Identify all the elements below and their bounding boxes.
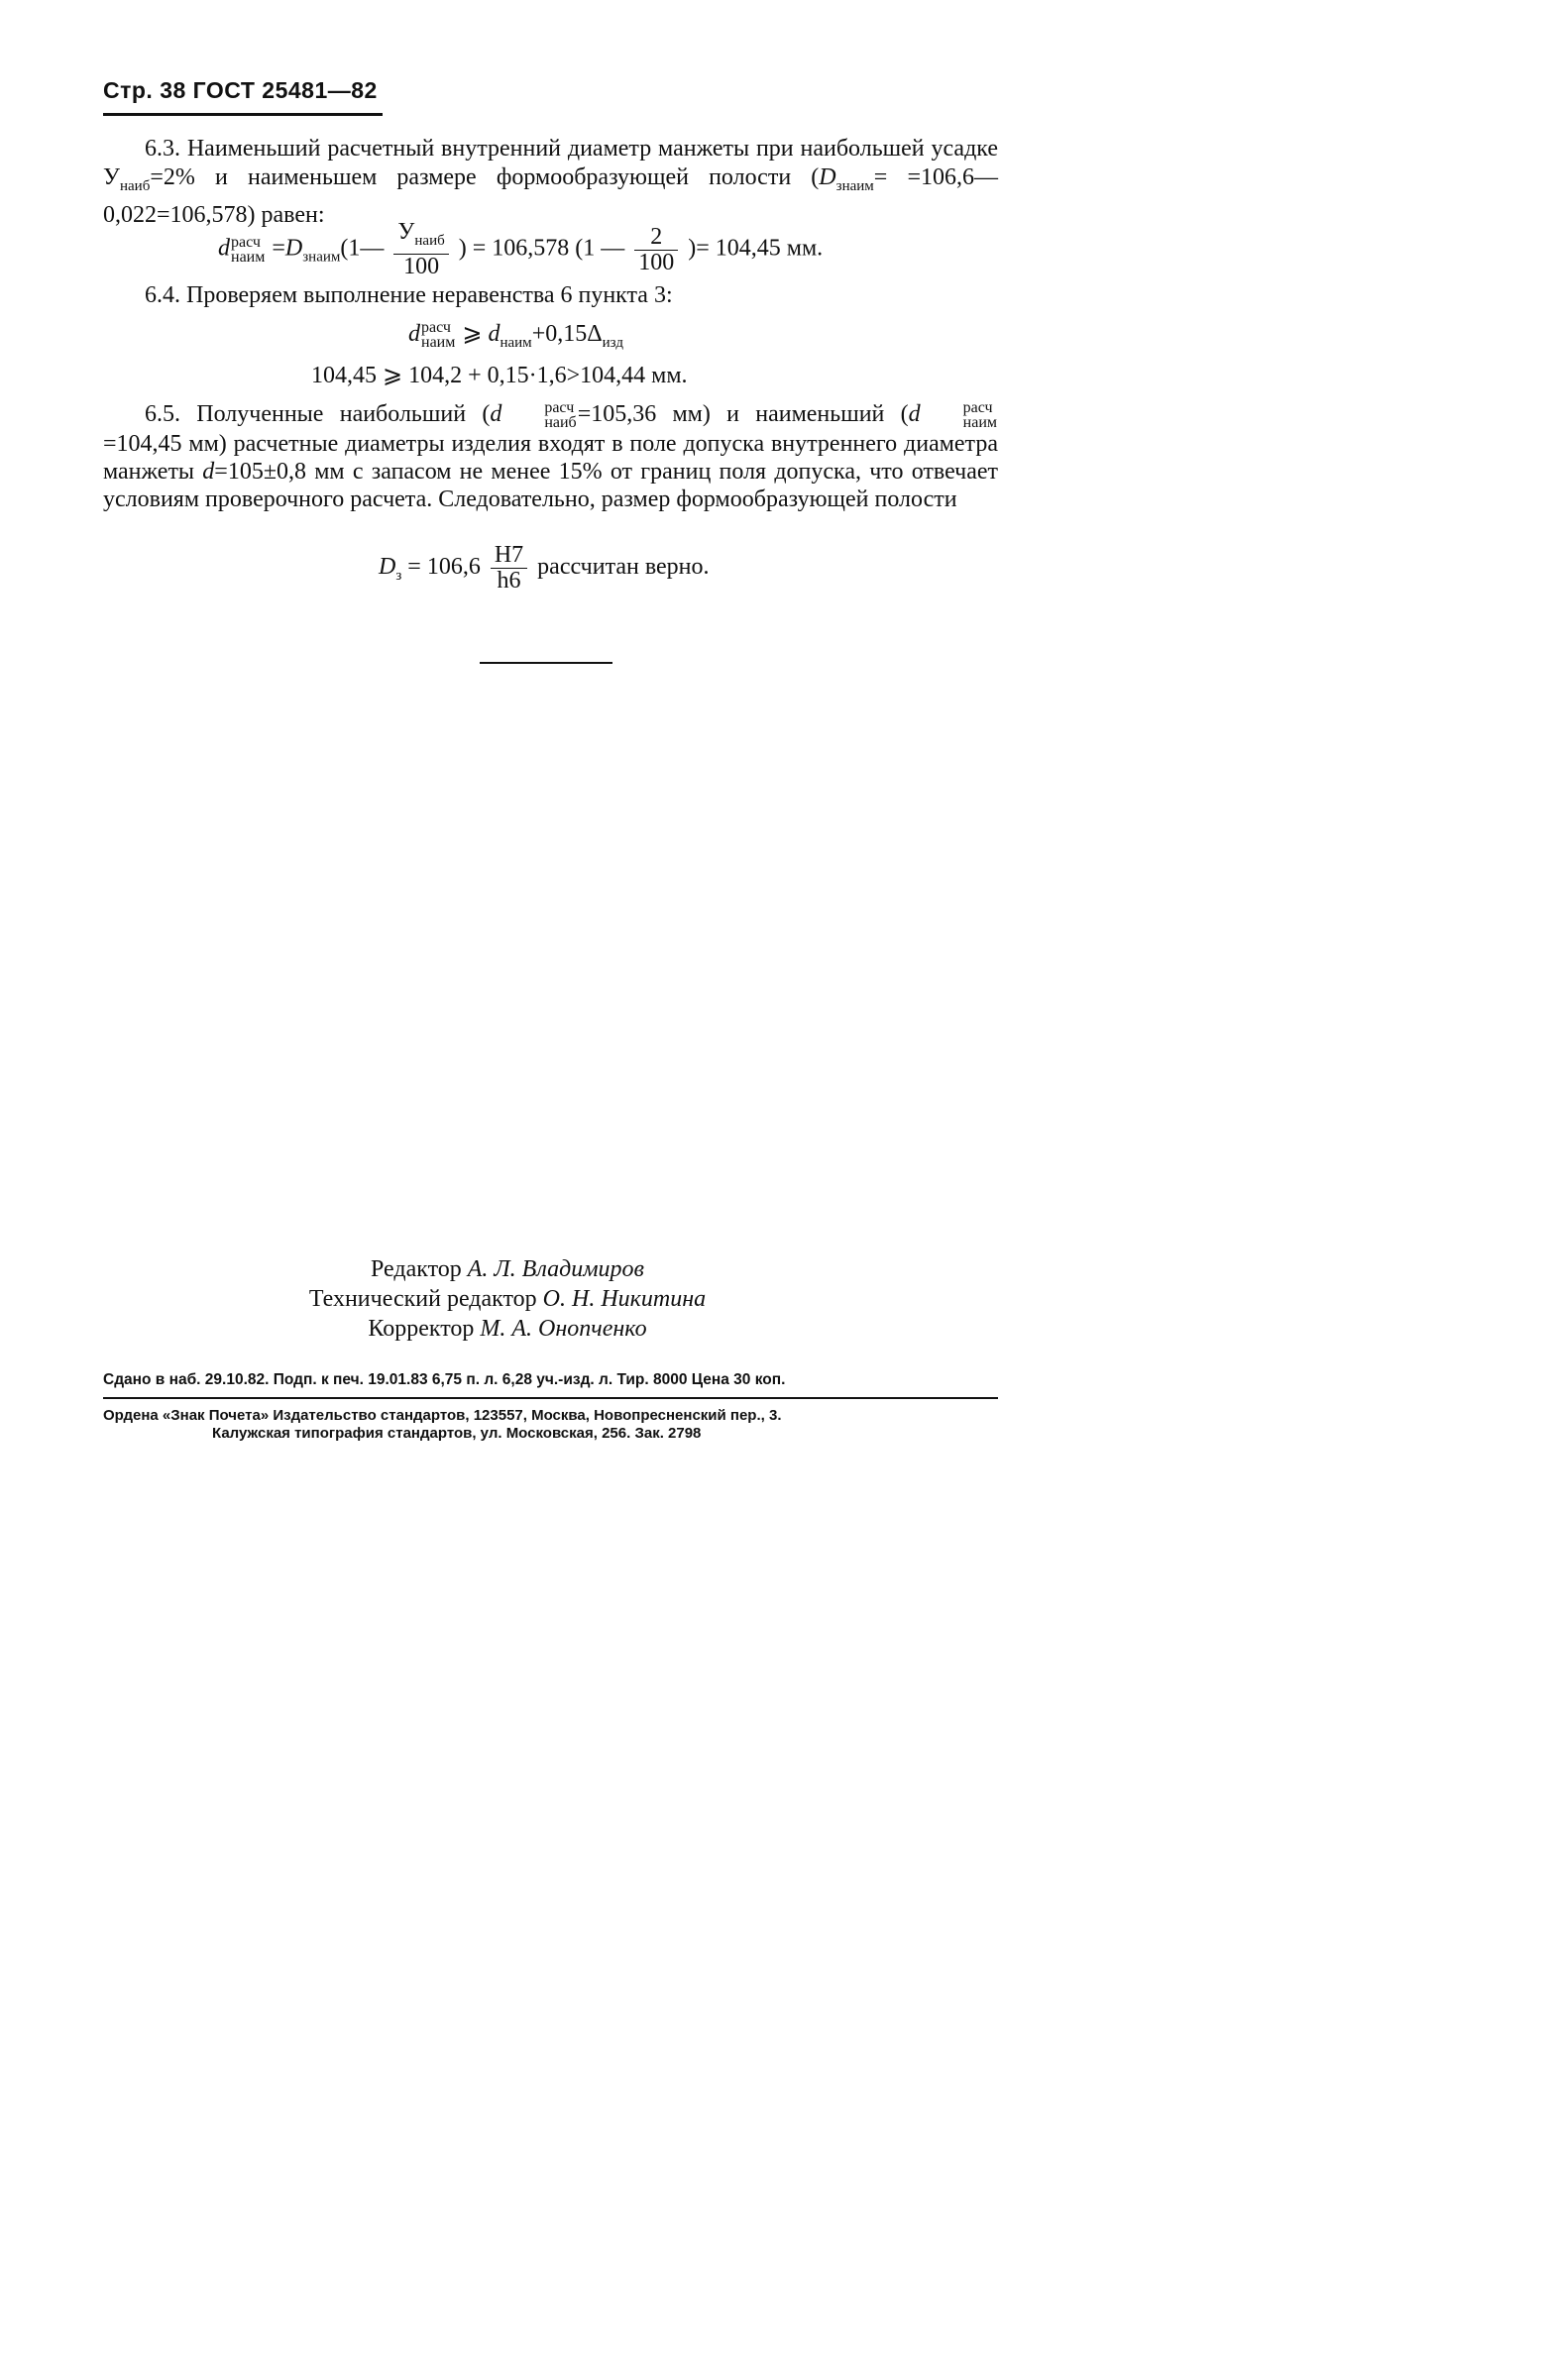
subscript: наим [962, 414, 998, 432]
symbol: У [103, 164, 120, 190]
symbol: У [397, 219, 415, 245]
symbol: D [284, 235, 303, 262]
end-of-text-rule [480, 662, 612, 664]
text: =104,45 мм) расчетные диаметры изделия входят в поле допуска внутреннего диаметра манжеты [103, 431, 998, 486]
formula-6-3 [218, 220, 823, 279]
paragraph-6-4: 6.4. Проверяем выполнение неравенства 6 пункта 3: [145, 282, 673, 308]
page-header: Стр. 38 ГОСТ 25481—82 [103, 77, 378, 103]
subscript: знаим [835, 178, 874, 194]
imprint-line-1: Сдано в наб. 29.10.82. Подп. к печ. 19.01.83 6,75 п. л. 6,28 уч.-изд. л. Тир. 8000 Цена 30 коп. [103, 1371, 786, 1388]
superscript: расч [962, 399, 993, 417]
symbol: D [379, 554, 396, 581]
role: Корректор [368, 1316, 475, 1342]
text: ) [458, 235, 467, 262]
text: =105,36 мм) и наименьший ( [577, 401, 909, 427]
text: = =106,6—0,022=106,578) равен: [103, 164, 998, 228]
text: (1— [340, 235, 385, 262]
imprint-line-2: Ордена «Знак Почета» Издательство стандартов, 123557, Москва, Новопресненский пер., 3. [103, 1407, 782, 1424]
imprint-rule [103, 1397, 998, 1399]
operator: ⩾ [462, 321, 483, 347]
symbol: D [819, 164, 836, 190]
text: = 106,578 (1 — [472, 235, 625, 262]
person-name: О. Н. Никитина [542, 1286, 707, 1312]
paragraph-6-3 [103, 135, 998, 230]
denominator: 100 [634, 250, 678, 275]
person-name: М. А. Онопченко [480, 1316, 647, 1342]
person-name: А. Л. Владимиров [467, 1256, 644, 1282]
text: 6.3. Наименьший расчетный внутренний диаметр манжеты при наибольшей усадке [145, 136, 998, 162]
subscript: наим [500, 335, 532, 351]
numerator: 2 [650, 223, 663, 250]
superscript: расч [421, 319, 451, 337]
role: Редактор [371, 1256, 462, 1282]
superscript: расч [231, 234, 261, 251]
denominator: 100 [393, 254, 448, 279]
credit-proofreader [0, 1314, 1015, 1344]
denominator: h6 [491, 568, 527, 594]
paragraph-6-5 [103, 400, 998, 513]
text: 6.5. Полученные наибольший ( [145, 401, 491, 427]
sup-sub [922, 400, 997, 430]
symbol: d [908, 401, 921, 427]
fraction [491, 543, 527, 594]
superscript: расч [544, 399, 575, 417]
numerator [393, 220, 448, 254]
inequality-6-4 [408, 319, 623, 352]
symbol: d [202, 459, 215, 486]
text: =2% и наименьшем размере формообразующей полости ( [150, 164, 820, 190]
subscript: наиб [544, 414, 577, 432]
subscript: з [395, 568, 402, 585]
subscript: наиб [414, 233, 445, 249]
operator: = [272, 235, 285, 262]
subscript: изд [602, 335, 623, 351]
header-rule [103, 113, 383, 116]
text: = 106,6 [407, 554, 481, 581]
credit-editor [0, 1254, 1015, 1284]
symbol: d [490, 401, 502, 427]
symbol: d [488, 321, 500, 347]
numerator: H7 [494, 542, 524, 568]
subscript: наим [421, 334, 456, 352]
numeric-check-6-4: 104,45 ⩾ 104,2 + 0,15·1,6>104,44 мм. [311, 363, 688, 388]
final-formula [379, 543, 710, 594]
subscript: наим [231, 249, 266, 266]
text: )= 104,45 мм. [688, 235, 824, 262]
sup-sub [502, 400, 576, 430]
sup-sub [421, 320, 455, 350]
subscript: знаим [302, 249, 341, 266]
text: =105±0,8 мм с запасом не менее 15% от границ поля допуска, что отвечает условиям проверочного расчета. Следовательно, размер формообразующей полости [103, 459, 998, 513]
imprint-line-3: Калужская типография стандартов, ул. Московская, 256. Зак. 2798 [212, 1425, 702, 1442]
symbol: d [218, 235, 230, 262]
text: +0,15Δ [531, 321, 603, 347]
symbol: d [408, 321, 420, 347]
sup-sub [231, 235, 265, 265]
text: рассчитан верно. [537, 554, 710, 581]
fraction [393, 220, 448, 279]
subscript: наиб [120, 178, 151, 194]
role: Технический редактор [308, 1286, 537, 1312]
credit-tech-editor [0, 1284, 1015, 1314]
fraction [634, 225, 678, 275]
